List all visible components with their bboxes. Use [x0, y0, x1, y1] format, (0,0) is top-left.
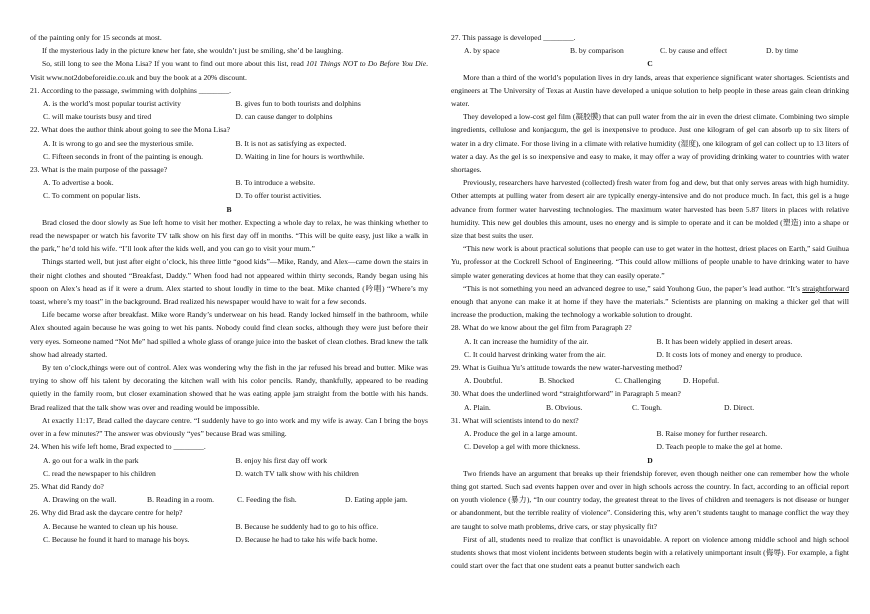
passage-b-paragraph: By ten o’clock,things were out of control. Alex was wondering why the fish in the jar refused his bread and butter. Mike was trying to show off his talent by decorating the kitchen wall with his color pencils. Randy, thankfully, appeared to be reading quietly in the family room, but closer examination showed that he was eating apple jam straight from the bottle with his hands. Brad realized that the talk show was over and reading would be impossible.	[30, 363, 428, 412]
option-c: C. Because he found it hard to manage his boys.	[43, 534, 190, 544]
option-c: C. It could harvest drinking water from the air.	[464, 349, 606, 359]
option-a: A. is the world’s most popular tourist activity	[43, 99, 181, 109]
option-b: B. To introduce a website.	[235, 178, 315, 188]
question-stem: 26. Why did Brad ask the daycare centre for help?	[30, 508, 183, 518]
option-a: A. Doubtful.	[464, 376, 503, 386]
option-a: A. go out for a walk in the park	[43, 455, 139, 465]
question-stem: 25. What did Randy do?	[30, 481, 104, 491]
passage-d-paragraph: Two friends have an argument that breaks up their friendship forever, even though neither one can remember how the whole thing got started. Such sad events happen over and over in high schools across the country. In fact, according to an official report on youth violence (暴力), “In our country today, the greatest threat to the lives of children and teenagers is not disease or hunger or abandonment, but the terrible reality of violence”. Considering this, why aren’t students taught to manage conflict the way they are taught to solve math problems, drive cars, or stay physically fit?	[451, 468, 849, 531]
option-c: C. Feeding the fish.	[237, 495, 297, 505]
section-heading-c: C	[647, 59, 653, 69]
right-column	[451, 31, 849, 614]
question-stem: 23. What is the main purpose of the passage?	[30, 165, 168, 175]
option-d: D. Teach people to make the gel at home.	[656, 442, 783, 452]
question-stem: 31. What will scientists intend to do next?	[451, 415, 579, 425]
passage-c-paragraph: Previously, researchers have harvested (collected) fresh water from fog and dew, but that only serves areas with high humidity. Other attempts at pulling water from desert air are typically energy-intensive and do not produce much. In fact, this gel is a huge advance from former water harvesting technologies. The maximum water harvested has been 5.87 liters in places with relative humidity. This new gel doubles this amount, uses no energy and is simple to operate and it can be molded (塑造) into a shape or size that best suits the user.	[451, 178, 849, 241]
option-b: B. Raise money for further research.	[656, 429, 768, 439]
question-28	[451, 321, 849, 361]
option-d: D. Waiting in line for hours is worthwhile.	[235, 151, 365, 161]
question-stem: 24. When his wife left home, Brad expected to ________.	[30, 442, 206, 452]
question-23	[30, 163, 428, 203]
option-d: D. can cause danger to dolphins	[235, 112, 333, 122]
option-b: B. It is not as satisfying as expected.	[235, 138, 347, 148]
passage-b-paragraph: Things started well, but just after eight o’clock, his three little “good kids”—Mike, Randy, and Alex—came down the stairs in their night clothes and shouted “Breakfast, Daddy.” When food had not appeared within thirty seconds, Randy began using his spoon on Alex’s head as if it were a drum. Alex started to shout loudly in time to the beat. Mike chanted (吟唱) “Where’s my toast, where’s my toast” in the background. Brad realized his newspaper would have to wait for a few seconds.	[30, 257, 428, 307]
question-27	[451, 31, 849, 57]
option-b: B. Shocked	[539, 376, 575, 386]
option-b: B. enjoy his first day off work	[235, 455, 328, 465]
option-d: D. Eating apple jam.	[345, 495, 408, 505]
passage-c-paragraph: More than a third of the world’s population lives in dry lands, areas that experience significant water shortages. Scientists and engineers at The University of Texas at Austin have developed a unique solution to help people in these areas gain clean drinking water.	[451, 72, 849, 109]
option-c: C. Fifteen seconds in front of the painting is enough.	[43, 151, 204, 161]
option-d: D. To offer tourist activities.	[235, 191, 322, 201]
passage-c-paragraph: “This new work is about practical solutions that people can use to get water in the hottest, driest places on Earth,” said Guihua Yu, professor at the Cockrell School of Engineering. “This could allow millions of people unable to have drinking water to have simple water generating devices at home that they can easily operate.”	[451, 244, 849, 280]
option-b: B. It has been widely applied in desert areas.	[656, 336, 793, 346]
option-a: A. Produce the gel in a large amount.	[464, 429, 578, 439]
option-b: B. Obvious.	[546, 402, 583, 412]
passage-c-paragraph: “This is not something you need an advanced degree to use,” said Youhong Guo, the paper’s lead author. “It’s straightforward enough that anyone can make it at home if they have the materials.” Scientists are planning on making a thicker gel that will increase the production, making the technology a workable solution to drought.	[451, 283, 849, 320]
option-c: C. will make tourists busy and tired	[43, 112, 152, 122]
option-c: C. Tough.	[632, 402, 662, 412]
option-a: A. It is wrong to go and see the mysterious smile.	[43, 138, 194, 148]
question-29	[451, 361, 849, 387]
option-d: D. Hopeful.	[683, 376, 720, 386]
option-b: B. Because he suddenly had to go to his office.	[235, 521, 379, 531]
option-b: B. Reading in a room.	[147, 495, 215, 505]
passage-d-paragraph: First of all, students need to realize that conflict is unavoidable. A report on violence among middle school and high school students shows that most violent incidents between students begin with a relatively unimportant insult (侮辱). For example, a fight could start over the fact that one student eats a peanut butter sandwich each	[451, 534, 849, 571]
option-a: A. by space	[464, 46, 500, 56]
underlined-word: straightforward	[802, 283, 849, 293]
option-b: B. gives fun to both tourists and dolphins	[235, 99, 361, 109]
passage-c-paragraph: They developed a low-cost gel film (凝胶膜) that can pull water from the air in even the driest climate. Combining two simple ingredients, cellulose and konjacgum, the gel is inexpensive to produce. Just one kilogram of gel can absorb up to six liters of water in a dry climate. For those living in a climate with relative humidity (湿度), one kilogram of gel can collect up to 13 liters of water a day. As the gel is so inexpensive and easy to make, it may offer a way of providing drinking water to countries with water shortages.	[451, 112, 849, 175]
passage-b-paragraph: Brad closed the door slowly as Sue left home to visit her mother. Expecting a whole day to relax, he was thinking whether to read the newspaper or watch his favorite TV talk show on his first day off in months. “This will be quite easy, just like a walk in the park,” he’d told his wife. “I’ll look after the kids well, and you can go to visit your mum.”	[30, 217, 428, 254]
question-stem: 30. What does the underlined word “straightforward” in Paragraph 5 mean?	[451, 389, 681, 399]
question-stem: 22. What does the author think about going to see the Mona Lisa?	[30, 125, 230, 135]
left-column	[30, 31, 428, 614]
question-stem: 28. What do we know about the gel film from Paragraph 2?	[451, 323, 632, 333]
option-b: B. by comparison	[570, 46, 624, 56]
passage-b-paragraph: At exactly 11:17, Brad called the daycare centre. “I suddenly have to go into work and my wife is away. Can I bring the boys over in a few minutes?” The answer was obviously “yes” because Brad was smiling.	[30, 415, 428, 439]
question-26	[30, 506, 428, 546]
question-stem: 29. What is Guihua Yu’s attitude towards the new water-harvesting method?	[451, 363, 683, 373]
book-title: 101 Things NOT to Do Before You Die	[306, 59, 427, 69]
intro-line-1: of the painting only for 15 seconds at most.	[30, 33, 162, 42]
option-d: D. Because he had to take his wife back home.	[235, 534, 378, 544]
option-d: D. watch TV talk show with his children	[235, 468, 359, 478]
section-heading-d: D	[647, 455, 653, 465]
option-d: D. It costs lots of money and energy to produce.	[656, 349, 803, 359]
question-31	[451, 414, 849, 454]
option-a: A. Drawing on the wall.	[43, 495, 117, 505]
option-c: C. Develop a gel with more thickness.	[464, 442, 580, 452]
question-24	[30, 440, 428, 480]
question-30	[451, 387, 849, 413]
question-22	[30, 123, 428, 163]
question-stem: 21. According to the passage, swimming with dolphins ________.	[30, 85, 232, 95]
option-a: A. Plain.	[464, 402, 491, 412]
intro-line-3: So, still long to see the Mona Lisa? If you want to find out more about this list, read 101 Things NOT to Do Before You Die. Visit www.not2dobeforeidie.co.uk and buy the book at a 20% discount.	[30, 59, 428, 82]
passage-b-paragraph: Life became worse after breakfast. Mike wore Randy’s underwear on his head. Randy locked himself in the bathroom, while Alex shouted again because he was going to wet his pants. Nobody could find clean socks, although they were just before their very eyes. Someone named “Not Me” had spilled a whole glass of orange juice into the basket of clean clothes. Brad knew the talk show had already started.	[30, 310, 428, 359]
option-a: A. It can increase the humidity of the air.	[464, 336, 589, 346]
question-21	[30, 84, 428, 124]
option-c: C. To comment on popular lists.	[43, 191, 141, 201]
section-heading-b: B	[226, 204, 232, 214]
option-d: D. by time	[766, 46, 799, 56]
option-d: D. Direct.	[724, 402, 755, 412]
option-c: C. by cause and effect	[660, 46, 728, 56]
option-c: C. read the newspaper to his children	[43, 468, 156, 478]
question-25	[30, 480, 428, 506]
option-a: A. To advertise a book.	[43, 178, 114, 188]
intro-line-2: If the mysterious lady in the picture knew her fate, she wouldn’t just be smiling, she’d be laughing.	[42, 46, 344, 56]
option-a: A. Because he wanted to clean up his house.	[43, 521, 178, 531]
question-stem: 27. This passage is developed ________.	[451, 33, 576, 42]
option-c: C. Challenging	[615, 376, 661, 386]
